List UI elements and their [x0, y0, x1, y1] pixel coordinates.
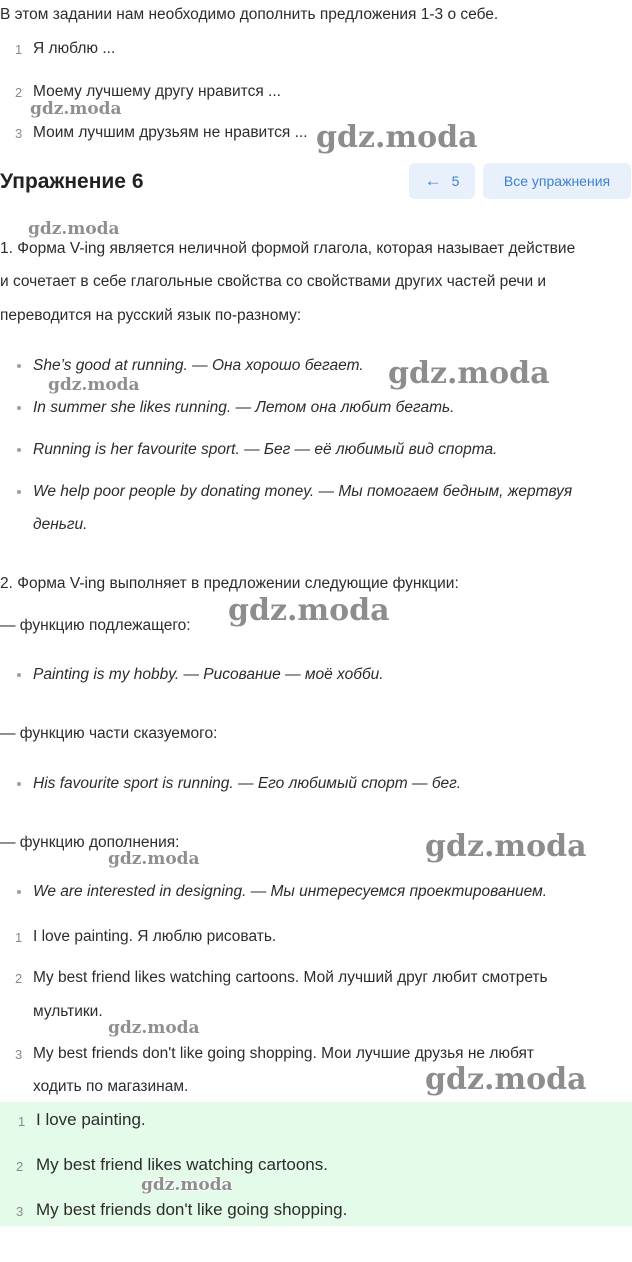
function-label: — функцию дополнения: — [0, 834, 180, 851]
example-text: We help poor people by donating money. — Мы помогаем бедным, жертвуя — [33, 483, 573, 500]
example-text: In summer she likes running. — Летом она любит бегать. — [33, 399, 455, 416]
arrow-left-icon: ← — [424, 171, 442, 190]
answer-item: My best friends don't like going shopping. — [36, 1200, 348, 1219]
all-exercises-button[interactable]: Все упражнения — [483, 163, 631, 199]
answer-item: I love painting. — [36, 1110, 146, 1129]
list-number: 3 — [15, 126, 23, 141]
paragraph-line: 2. Форма V-ing выполняет в предложении следующие функции: — [0, 575, 459, 592]
watermark: gdz.moda — [425, 1062, 587, 1097]
list-item: I love painting. Я люблю рисовать. — [33, 928, 277, 945]
list-item: My best friend likes watching cartoons. Мой лучший друг любит смотреть — [33, 969, 548, 986]
list-item: мультики. — [33, 1003, 103, 1020]
list-number: 2 — [15, 85, 23, 100]
paragraph-line: переводится на русский язык по-разному: — [0, 307, 302, 324]
function-label: — функцию части сказуемого: — [0, 725, 218, 742]
watermark: gdz.moda — [108, 1018, 200, 1038]
paragraph-line: и сочетает в себе глагольные свойства со свойствами других частей речи и — [0, 273, 547, 290]
list-number: 2 — [16, 1159, 24, 1174]
list-number: 2 — [15, 971, 23, 986]
prev-exercise-button[interactable] — [409, 163, 475, 199]
watermark: gdz.moda — [108, 849, 200, 869]
example-text: She’s good at running. — Она хорошо бегает. — [33, 357, 364, 374]
example-text: We are interested in designing. — Мы интересуемся проектированием. — [33, 883, 547, 900]
list-item: My best friends don't like going shopping. Мои лучшие друзья не любят — [33, 1045, 535, 1062]
list-item: Моим лучшим друзьям не нравится ... — [33, 124, 308, 141]
list-number: 3 — [15, 1047, 23, 1062]
list-item: ходить по магазинам. — [33, 1078, 189, 1095]
bullet-icon — [17, 490, 21, 494]
prev-exercise-label: 5 — [451, 173, 460, 189]
bullet-icon — [17, 448, 21, 452]
watermark: gdz.moda — [388, 356, 550, 391]
list-item: Я люблю ... — [33, 40, 116, 57]
list-item: Моему лучшему другу нравится ... — [33, 83, 281, 100]
list-number: 1 — [15, 42, 23, 57]
list-number: 1 — [15, 930, 23, 945]
answer-box — [0, 1102, 632, 1226]
exercise-title: Упражнение 6 — [0, 170, 144, 193]
bullet-icon — [17, 782, 21, 786]
list-number: 1 — [18, 1114, 26, 1129]
example-text: Painting is my hobby. — Рисование — моё хобби. — [33, 666, 384, 683]
paragraph-line: 1. Форма V-ing является неличной формой глагола, которая называет действие — [0, 240, 576, 257]
intro-text: В этом задании нам необходимо дополнить предложения 1-3 о себе. — [0, 6, 499, 23]
watermark: gdz.moda — [48, 375, 140, 395]
watermark: gdz.moda — [30, 99, 122, 119]
list-number: 3 — [16, 1204, 24, 1219]
bullet-icon — [17, 890, 21, 894]
watermark: gdz.moda — [425, 829, 587, 864]
answer-item: My best friend likes watching cartoons. — [36, 1155, 328, 1174]
example-text: Running is her favourite sport. — Бег — её любимый вид спорта. — [33, 441, 498, 458]
example-text: деньги. — [33, 516, 88, 533]
bullet-icon — [17, 406, 21, 410]
bullet-icon — [17, 364, 21, 368]
function-label: — функцию подлежащего: — [0, 617, 191, 634]
watermark: gdz.moda — [316, 120, 478, 155]
example-text: His favourite sport is running. — Его любимый спорт — бег. — [33, 775, 462, 792]
bullet-icon — [17, 673, 21, 677]
watermark: gdz.moda — [28, 219, 120, 239]
watermark: gdz.moda — [228, 593, 390, 628]
watermark: gdz.moda — [141, 1175, 233, 1195]
